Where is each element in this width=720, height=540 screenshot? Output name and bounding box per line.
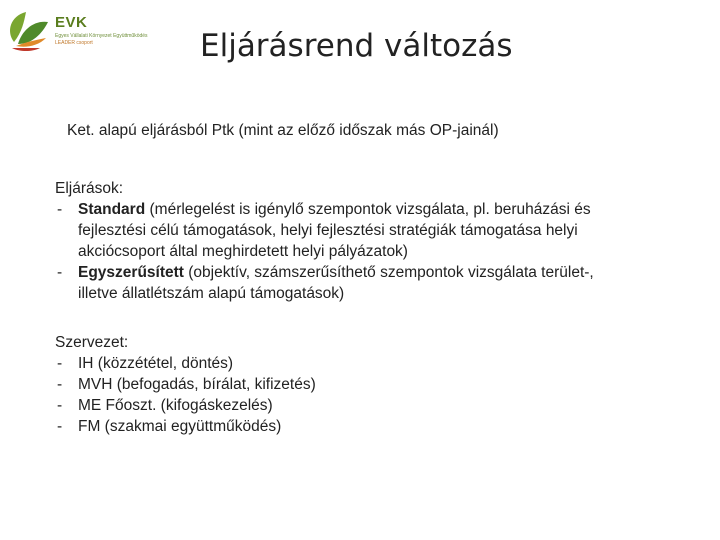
organization-item-text: MVH (befogadás, bírálat, kifizetés) (78, 376, 316, 393)
procedure-desc: (objektív, számszerűsíthető szempontok vizsgálata terület-, (183, 264, 594, 281)
list-item (55, 374, 316, 395)
organization-section (55, 332, 316, 437)
bullet-dash: - (57, 264, 63, 281)
list-item (55, 353, 316, 374)
procedures-heading: Eljárások: (55, 180, 124, 197)
bullet-dash: - (57, 418, 63, 435)
bullet-dash: - (57, 397, 63, 414)
organization-heading: Szervezet: (55, 334, 129, 351)
organization-item-text: ME Főoszt. (kifogáskezelés) (78, 397, 273, 414)
bullet-dash: - (57, 201, 63, 218)
procedure-term: Standard (78, 201, 146, 218)
procedure-desc-cont: akciócsoport által meghirdetett helyi pályázatok) (78, 243, 408, 260)
list-item (55, 416, 316, 437)
slide-subtitle: Ket. alapú eljárásból Ptk (mint az előző időszak más OP-jainál) (67, 122, 499, 139)
bullet-dash: - (57, 376, 63, 393)
list-item (55, 262, 594, 283)
logo-tagline: LEADER csoport (55, 40, 93, 46)
list-item (55, 395, 316, 416)
leaf-logo-icon (4, 4, 54, 54)
procedure-term: Egyszerűsített (78, 264, 184, 281)
logo-subtitle: Egyes Vállalati Környezet Együttműködés (55, 33, 148, 39)
procedures-section (55, 178, 594, 304)
procedure-desc: (mérlegelést is igénylő szempontok vizsgálata, pl. beruházási és (145, 201, 591, 218)
organization-item-text: IH (közzététel, döntés) (78, 355, 234, 372)
bullet-dash: - (57, 355, 63, 372)
slide-title: Eljárásrend változás (200, 28, 513, 64)
procedure-desc-cont: fejlesztési célú támogatások, helyi fejlesztési stratégiák támogatása helyi (78, 222, 578, 239)
organization-item-text: FM (szakmai együttműködés) (78, 418, 282, 435)
list-item (55, 199, 594, 220)
logo-name: EVK (55, 14, 88, 31)
procedure-desc-cont: illetve állatlétszám alapú támogatások) (78, 285, 345, 302)
logo (4, 4, 154, 54)
